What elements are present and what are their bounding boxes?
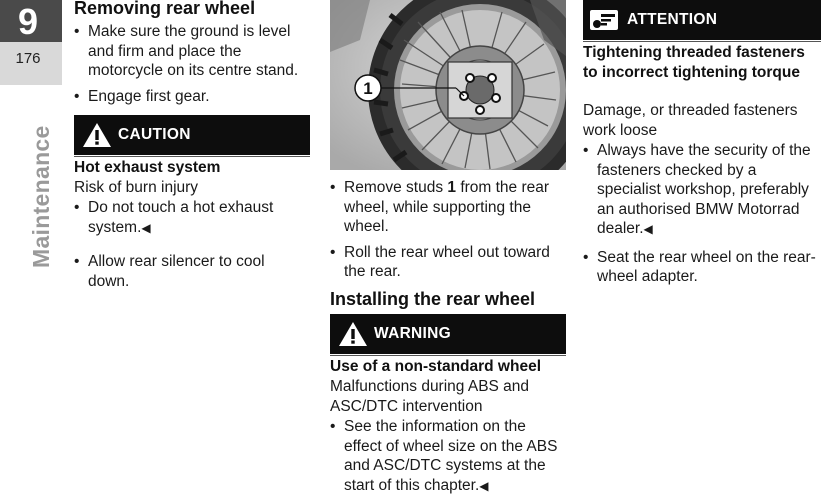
list-item: • Seat the rear wheel on the rear-wheel adapter.	[583, 248, 819, 287]
attention-banner	[583, 0, 821, 40]
caution-list	[74, 198, 296, 297]
end-mark-icon: ◀	[643, 222, 653, 236]
divider	[583, 41, 821, 42]
caution-banner	[74, 115, 310, 155]
end-mark-icon: ◀	[479, 478, 489, 493]
list-item: • Make sure the ground is level and firm and place the motorcycle on its centre stand.	[74, 22, 314, 81]
removing-steps	[74, 22, 314, 112]
caution-label: CAUTION	[118, 126, 191, 143]
attention-list	[583, 141, 819, 293]
warning-banner	[330, 314, 566, 354]
warning-triangle-icon	[338, 321, 368, 347]
divider	[74, 156, 310, 157]
chapter-number: 9	[17, 1, 39, 42]
list-item: • Do not touch a hot exhaust system.◀	[74, 198, 296, 238]
motorcycle-attention-icon	[589, 9, 619, 31]
list-item: • Allow rear silencer to cool down.	[74, 252, 296, 291]
attention-label: ATTENTION	[627, 11, 718, 28]
warning-label: WARNING	[374, 325, 452, 342]
list-item: • Always have the security of the fasteners checked by a specialist workshop, preferably an authorised BMW Motorrad dealer.◀	[583, 141, 819, 240]
warning-heading: Use of a non-standard wheel	[330, 358, 542, 375]
warning-subtext: Malfunctions during ABS and ASC/DTC intervention	[330, 378, 530, 415]
warning-triangle-icon	[82, 122, 112, 148]
removing-steps-continued	[330, 178, 562, 288]
divider	[330, 355, 566, 356]
section-title-removing: Removing rear wheel	[74, 0, 256, 18]
list-item: • See the information on the effect of wheel size on the ABS and ASC/DTC systems at the start of this chapter.◀	[330, 417, 558, 496]
section-title-installing: Installing the rear wheel	[330, 289, 536, 309]
list-item: • Roll the rear wheel out toward the rear.	[330, 243, 562, 282]
attention-heading: Tightening threaded fasteners to incorrect tightening torque	[583, 44, 805, 81]
end-mark-icon: ◀	[141, 220, 151, 235]
attention-subtext: Damage, or threaded fasteners work loose	[583, 102, 798, 139]
list-item: • Engage first gear.	[74, 87, 314, 107]
callout-label: 1	[363, 79, 373, 98]
section-side-label: Maintenance	[28, 125, 54, 268]
page-number: 176	[15, 50, 41, 67]
caution-subtext: Risk of burn injury	[74, 179, 199, 196]
warning-list	[330, 417, 558, 502]
rear-wheel-photo	[330, 0, 566, 170]
rear-wheel-illustration	[330, 0, 566, 170]
caution-heading: Hot exhaust system	[74, 159, 221, 176]
list-item: • Remove studs 1 from the rear wheel, while supporting the wheel.	[330, 178, 562, 237]
